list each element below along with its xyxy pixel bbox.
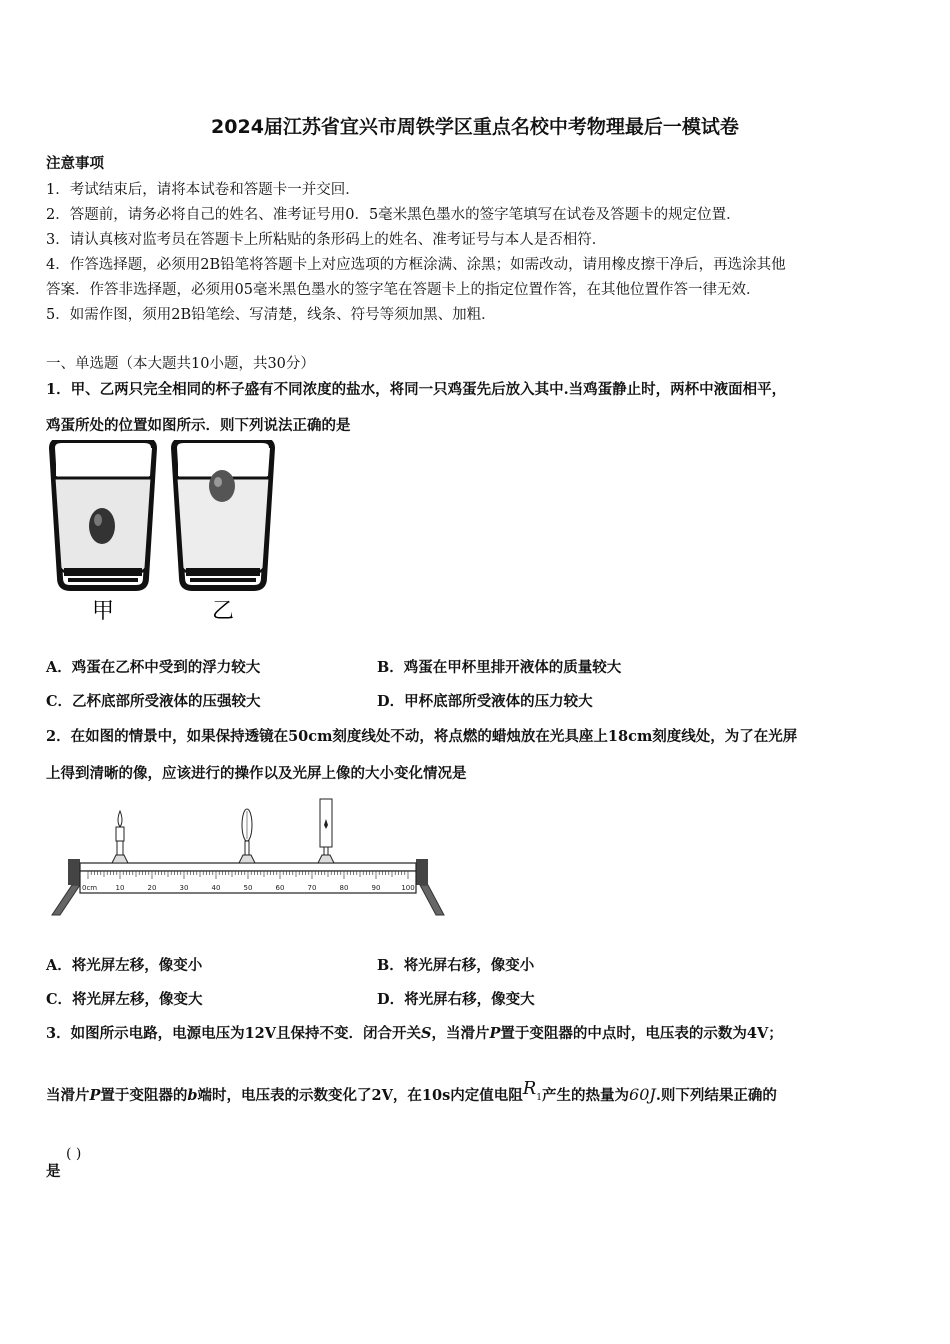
cup-jia — [52, 440, 154, 588]
candle — [112, 811, 128, 863]
q3-answer-paren: ( ) — [66, 1146, 82, 1162]
light-screen — [318, 799, 334, 863]
page-title: 2024届江苏省宜兴市周铁学区重点名校中考物理最后一模试卷 — [211, 116, 739, 138]
ruler-unit: 0cm — [82, 884, 98, 892]
q1-option-b[interactable]: B．鸡蛋在甲杯里排开液体的质量较大 — [377, 659, 622, 676]
q3-stem-line3: 是 — [46, 1163, 61, 1180]
q2-option-a[interactable]: A．将光屏左移，像变小 — [46, 957, 203, 974]
q2-option-c[interactable]: C．将光屏左移，像变大 — [46, 991, 203, 1008]
ruler-label: 20 — [147, 884, 157, 892]
notice-item-3: 3．请认真核对监考员在答题卡上所粘贴的条形码上的姓名、准考证号与本人是否相符． — [46, 232, 607, 248]
ruler-label: 50 — [243, 884, 253, 892]
notice-item-4-cont: 答案．作答非选择题，必须用05毫米黑色墨水的签字笔在答题卡上的指定位置作答，在其他位置作答一律无效． — [46, 282, 761, 298]
notice-item-5: 5．如需作图，须用2B铅笔绘、写清楚，线条、符号等须加黑、加粗． — [46, 307, 496, 323]
q2-option-d[interactable]: D．将光屏右移，像变大 — [377, 991, 535, 1008]
ruler-label: 90 — [371, 884, 381, 892]
ruler-label: 80 — [339, 884, 349, 892]
convex-lens — [239, 809, 255, 863]
q1-stem-line2: 鸡蛋所处的位置如图所示．则下列说法正确的是 — [46, 417, 351, 434]
q1-option-a[interactable]: A．鸡蛋在乙杯中受到的浮力较大 — [46, 659, 261, 676]
r1-symbol: R — [522, 1078, 537, 1099]
cup-label-jia: 甲 — [92, 599, 115, 624]
cup-label-yi: 乙 — [212, 599, 235, 624]
notice-heading: 注意事项 — [46, 155, 104, 172]
q2-optical-bench-figure — [46, 795, 456, 920]
q2-option-b[interactable]: B．将光屏右移，像变小 — [377, 957, 535, 974]
ruler-label: 40 — [211, 884, 221, 892]
q3-stem-line1: 3．如图所示电路，电源电压为12V且保持不变．闭合开关S，当滑片P置于变阻器的中点时，电压表的示数为4V； — [46, 1025, 783, 1042]
section-heading: 一、单选题（本大题共10小题，共30分） — [46, 356, 315, 372]
cup-yi — [174, 440, 272, 588]
notice-item-4: 4．作答选择题，必须用2B铅笔将答题卡上对应选项的方框涂满、涂黑；如需改动，请用橡皮擦干净后，再选涂其他 — [46, 257, 786, 273]
q1-option-c[interactable]: C．乙杯底部所受液体的压强较大 — [46, 693, 261, 710]
q2-stem-line2: 上得到清晰的像，应该进行的操作以及光屏上像的大小变化情况是 — [46, 765, 467, 782]
q1-cups-figure — [46, 440, 286, 630]
notice-item-2: 2．答题前，请务必将自己的姓名、准考证号用0．5毫米黑色墨水的签字笔填写在试卷及答题卡的规定位置． — [46, 207, 741, 223]
ruler-label: 100 — [401, 884, 415, 892]
q3-stem-line2: 当滑片P置于变阻器的b端时，电压表的示数变化了2V，在10s内定值电阻$R_1$产生的热量为60J.则下列结果正确的 — [46, 1078, 777, 1104]
ruler-label: 10 — [115, 884, 125, 892]
ruler-label: 60 — [275, 884, 285, 892]
q1-option-d[interactable]: D．甲杯底部所受液体的压力较大 — [377, 693, 593, 710]
q2-stem-line1: 2．在如图的情景中，如果保持透镜在50cm刻度线处不动，将点燃的蜡烛放在光具座上18cm刻度线处，为了在光屏 — [46, 728, 798, 745]
ruler-label: 70 — [307, 884, 317, 892]
q1-stem-line1: 1．甲、乙两只完全相同的杯子盛有不同浓度的盐水，将同一只鸡蛋先后放入其中.当鸡蛋静止时，两杯中液面相平， — [46, 381, 787, 398]
ruler-label: 30 — [179, 884, 189, 892]
notice-item-1: 1．考试结束后，请将本试卷和答题卡一并交回． — [46, 182, 360, 198]
